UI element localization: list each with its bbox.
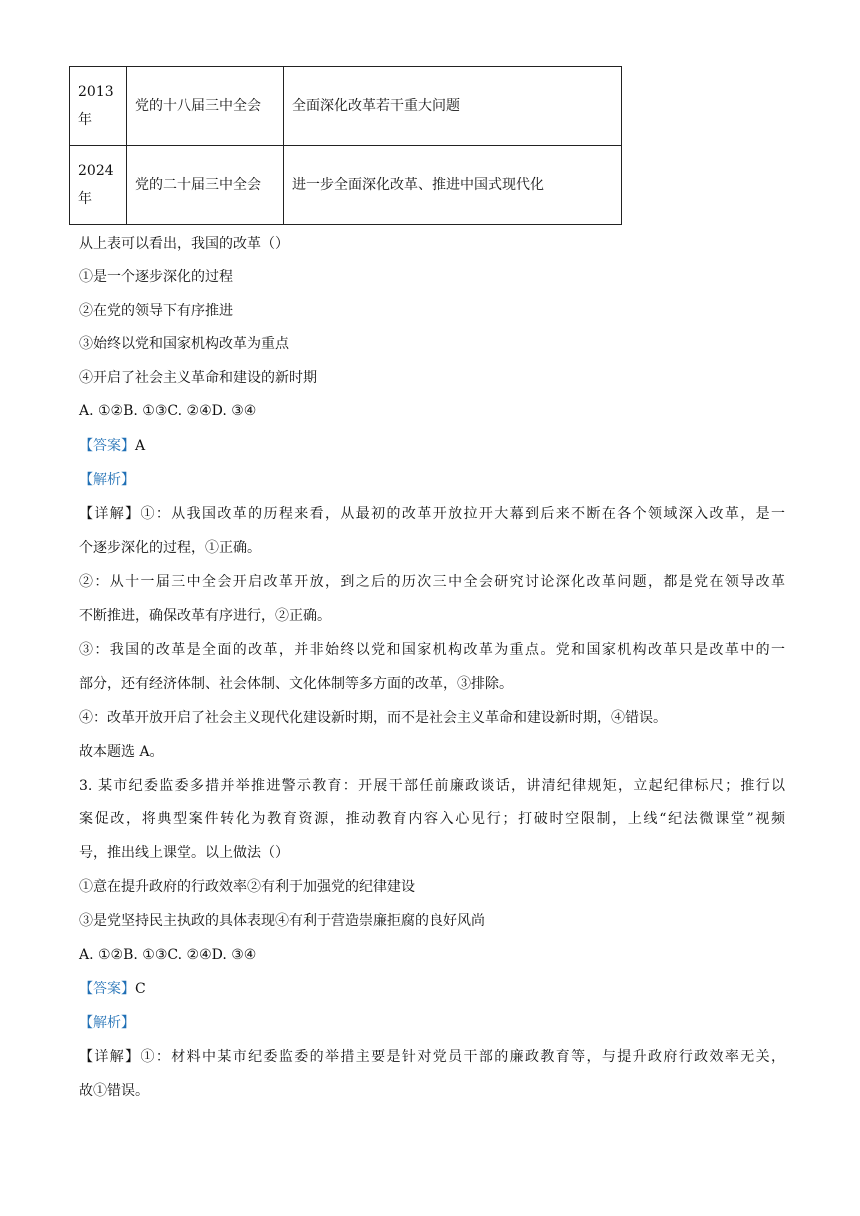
detail-line: 【详解】①：从我国改革的历程来看，从最初的改革开放拉开大幕到后来不断在各个领域深入改革，是一 [79, 506, 786, 522]
year-cell [70, 146, 127, 225]
reform-table [69, 66, 622, 225]
option-1: ①是一个逐步深化的过程 [79, 269, 233, 285]
table-row [70, 146, 622, 225]
question-stem: 案促改，将典型案件转化为教育资源，推动教育内容入心见行；打破时空限制，上线“纪法微课堂”视频 [79, 811, 785, 827]
year-unit: 年 [78, 112, 92, 128]
conclusion: 故本题选 A。 [79, 744, 164, 760]
detail-line: 【详解】①：材料中某市纪委监委的举措主要是针对党员干部的廉政教育等，与提升政府行政效率无关， [79, 1049, 786, 1065]
detail-line: ④：改革开放开启了社会主义现代化建设新时期，而不是社会主义革命和建设新时期，④错误。 [79, 710, 667, 726]
answer-choices: A. ①②B. ①③C. ②④D. ③④ [79, 947, 257, 963]
detail-line: ③：我国的改革是全面的改革，并非始终以党和国家机构改革为重点。党和国家机构改革只是改革中的一 [79, 642, 785, 658]
answer-line [79, 436, 145, 456]
topic-cell: 全面深化改革若干重大问题 [284, 67, 622, 146]
table-row [70, 67, 622, 146]
answer-value: A [135, 438, 146, 454]
analysis-tag: 【解析】 [79, 472, 135, 488]
detail-line: 部分，还有经济体制、社会体制、文化体制等多方面的改革，③排除。 [79, 676, 513, 692]
meeting-cell: 党的二十届三中全会 [127, 146, 284, 225]
option-2: ②在党的领导下有序推进 [79, 303, 233, 319]
answer-tag: 【答案】 [79, 981, 135, 997]
answer-choices: A. ①②B. ①③C. ②④D. ③④ [79, 403, 257, 419]
option-3: ③始终以党和国家机构改革为重点 [79, 336, 289, 352]
option-line: ③是党坚持民主执政的具体表现④有利于营造崇廉拒腐的良好风尚 [79, 913, 485, 929]
option-4: ④开启了社会主义革命和建设的新时期 [79, 370, 317, 386]
detail-tag: 【详解】 [79, 1049, 141, 1065]
year-number: 2013 [78, 84, 114, 100]
question-stem: 3. 某市纪委监委多措并举推进警示教育：开展干部任前廉政谈话，讲清纪律规矩，立起纪律标尺；推行以 [79, 778, 785, 794]
meeting-cell: 党的十八届三中全会 [127, 67, 284, 146]
detail-tag: 【详解】 [79, 506, 141, 522]
year-unit: 年 [78, 191, 92, 207]
topic-cell: 进一步全面深化改革、推进中国式现代化 [284, 146, 622, 225]
answer-line [79, 979, 146, 999]
detail-line: 故①错误。 [79, 1083, 149, 1099]
answer-tag: 【答案】 [79, 438, 135, 454]
option-line: ①意在提升政府的行政效率②有利于加强党的纪律建设 [79, 879, 415, 895]
year-cell [70, 67, 127, 146]
answer-value: C [135, 981, 146, 997]
question-stem: 号，推出线上课堂。以上做法（） [79, 845, 289, 861]
detail-line: 不断推进，确保改革有序进行，②正确。 [79, 608, 331, 624]
detail-line: 个逐步深化的过程，①正确。 [79, 540, 261, 556]
detail-line: ②：从十一届三中全会开启改革开放，到之后的历次三中全会研究讨论深化改革问题，都是党在领导改革 [79, 574, 785, 590]
question-stem: 从上表可以看出，我国的改革（） [79, 236, 289, 252]
year-number: 2024 [78, 163, 114, 179]
analysis-tag: 【解析】 [79, 1015, 135, 1031]
